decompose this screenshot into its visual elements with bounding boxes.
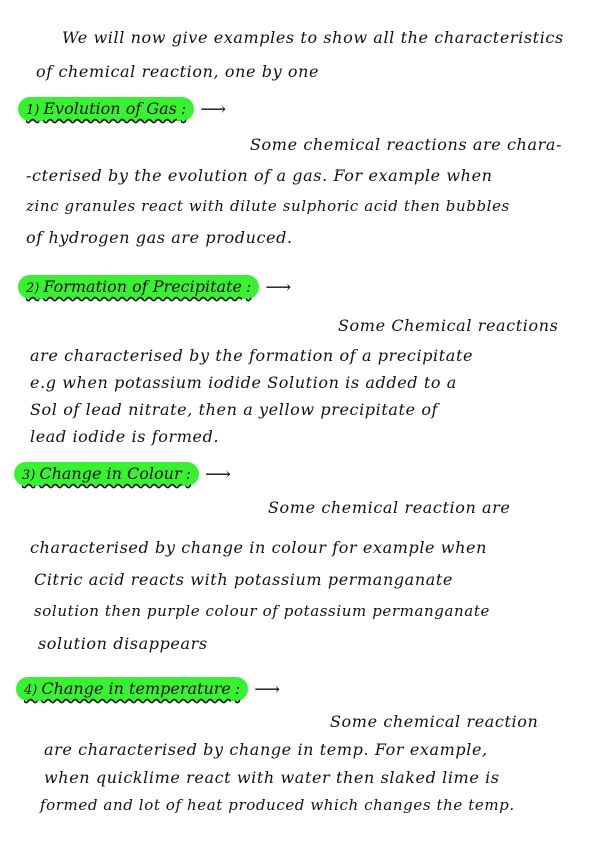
section-4-line-2: are characterised by change in temp. For example, xyxy=(44,740,488,759)
intro-line-2: of chemical reaction, one by one xyxy=(36,62,320,81)
section-1-line-1: Some chemical reactions are chara- xyxy=(250,135,562,154)
section-2-arrow-icon: ⟶ xyxy=(265,276,292,298)
section-3-line-5: solution disappears xyxy=(38,634,208,653)
section-2-number: 2) xyxy=(26,281,40,296)
section-4-arrow-icon: ⟶ xyxy=(254,678,281,700)
section-2-line-3: e.g when potassium iodide Solution is added to a xyxy=(30,373,457,392)
section-2-line-2: are characterised by the formation of a precipitate xyxy=(30,346,474,365)
section-3-arrow-icon: ⟶ xyxy=(205,463,231,485)
section-3-line-1: Some chemical reaction are xyxy=(268,498,511,517)
section-2-colon: : xyxy=(245,277,252,296)
section-4-number: 4) xyxy=(24,683,38,698)
section-2-line-5: lead iodide is formed. xyxy=(30,427,220,446)
section-1-line-3: zinc granules react with dilute sulphoric acid then bubbles xyxy=(26,197,510,215)
section-3-title: Change in Colour xyxy=(39,464,182,483)
section-4-heading xyxy=(16,677,280,701)
section-2-highlight xyxy=(18,275,259,299)
section-1-arrow-icon: ⟶ xyxy=(200,98,227,120)
section-4-highlight xyxy=(16,677,248,701)
section-3-colon: : xyxy=(185,464,192,483)
section-1-highlight xyxy=(18,97,194,121)
section-2-heading xyxy=(18,275,291,299)
section-3-line-3: Citric acid reacts with potassium permanganate xyxy=(34,570,453,589)
section-1-number: 1) xyxy=(26,103,40,118)
section-4-title: Change in temperature xyxy=(41,679,231,698)
section-3-number: 3) xyxy=(22,468,36,483)
section-2-title: Formation of Precipitate xyxy=(43,277,242,296)
section-3-heading xyxy=(14,462,231,486)
section-1-line-4: of hydrogen gas are produced. xyxy=(26,228,293,247)
section-4-colon: : xyxy=(234,679,241,698)
section-3-line-2: characterised by change in colour for example when xyxy=(30,538,487,557)
section-1-title: Evolution of Gas xyxy=(43,99,177,118)
section-3-line-4: solution then purple colour of potassium permanganate xyxy=(34,602,490,620)
section-2-line-4: Sol of lead nitrate, then a yellow precipitate of xyxy=(30,400,439,419)
intro-line-1: We will now give examples to show all the characteristics xyxy=(62,28,564,47)
section-4-line-1: Some chemical reaction xyxy=(330,712,539,731)
section-1-colon: : xyxy=(180,99,187,118)
section-3-highlight xyxy=(14,462,199,486)
section-4-line-3: when quicklime react with water then slaked lime is xyxy=(44,768,500,787)
section-1-line-2: -cterised by the evolution of a gas. For example when xyxy=(26,166,493,185)
section-1-heading xyxy=(18,97,226,121)
section-4-line-4: formed and lot of heat produced which changes the temp. xyxy=(40,796,515,814)
section-2-line-1: Some Chemical reactions xyxy=(338,316,559,335)
